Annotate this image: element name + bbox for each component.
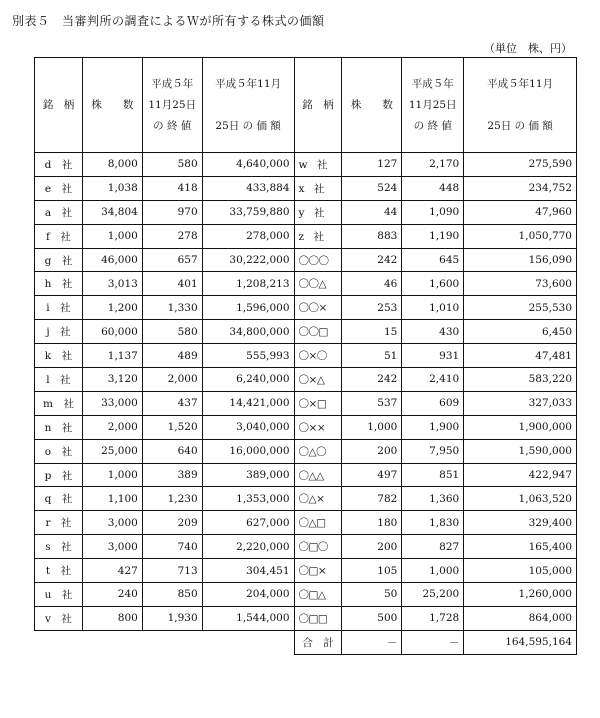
header-close-line2: 11月25日 <box>148 98 197 111</box>
value-cell: 627,000 <box>202 511 294 535</box>
shares-cell: 1,038 <box>82 176 142 200</box>
total-label: 合 計 <box>294 630 342 654</box>
header-value-left <box>202 58 294 153</box>
closing-price-cell: 1,330 <box>142 296 202 320</box>
value-cell: 329,400 <box>464 511 577 535</box>
header-close-left <box>142 58 202 153</box>
company-name-cell: s 社 <box>35 535 83 559</box>
company-name-cell: h 社 <box>35 272 83 296</box>
company-name-cell: 〇△× <box>294 487 342 511</box>
table-row <box>35 535 577 559</box>
table-row <box>35 153 577 177</box>
header-value-right <box>464 58 577 153</box>
value-cell: 1,208,213 <box>202 272 294 296</box>
value-cell: 234,752 <box>464 176 577 200</box>
closing-price-cell: 7,950 <box>402 439 464 463</box>
value-cell: 204,000 <box>202 583 294 607</box>
closing-price-cell: 1,190 <box>402 224 464 248</box>
company-name-cell: 〇×□ <box>294 391 342 415</box>
header-value-line1: 平成５年11月 <box>487 77 554 90</box>
stock-value-table <box>34 57 577 655</box>
table-row <box>35 487 577 511</box>
table-row <box>35 559 577 583</box>
company-name-cell: 〇×〇 <box>294 344 342 368</box>
closing-price-cell: 1,900 <box>402 415 464 439</box>
shares-cell: 242 <box>342 368 402 392</box>
company-name-cell: x 社 <box>294 176 342 200</box>
header-close-line1: 平成５年 <box>411 77 454 90</box>
company-name-cell: d 社 <box>35 153 83 177</box>
closing-price-cell: 609 <box>402 391 464 415</box>
company-name-cell: u 社 <box>35 583 83 607</box>
value-cell: 105,000 <box>464 559 577 583</box>
shares-cell: 3,000 <box>82 535 142 559</box>
company-name-cell: p 社 <box>35 463 83 487</box>
shares-cell: 15 <box>342 320 402 344</box>
company-name-cell: 〇△□ <box>294 511 342 535</box>
company-name-cell: 〇△△ <box>294 463 342 487</box>
value-cell: 422,947 <box>464 463 577 487</box>
shares-cell: 60,000 <box>82 320 142 344</box>
shares-cell: 537 <box>342 391 402 415</box>
company-name-cell: w 社 <box>294 153 342 177</box>
value-cell: 1,050,770 <box>464 224 577 248</box>
table-row <box>35 200 577 224</box>
company-name-cell: y 社 <box>294 200 342 224</box>
shares-cell: 2,000 <box>82 415 142 439</box>
value-cell: 156,090 <box>464 248 577 272</box>
value-cell: 1,544,000 <box>202 606 294 630</box>
shares-cell: 1,100 <box>82 487 142 511</box>
company-name-cell: r 社 <box>35 511 83 535</box>
closing-price-cell: 437 <box>142 391 202 415</box>
company-name-cell: f 社 <box>35 224 83 248</box>
shares-cell: 497 <box>342 463 402 487</box>
header-value-line2: 25日 の 価 額 <box>487 120 553 132</box>
shares-cell: 1,000 <box>82 463 142 487</box>
closing-price-cell: 1,600 <box>402 272 464 296</box>
closing-price-cell: 25,200 <box>402 583 464 607</box>
shares-cell: 25,000 <box>82 439 142 463</box>
shares-cell: 44 <box>342 200 402 224</box>
value-cell: 1,596,000 <box>202 296 294 320</box>
closing-price-cell: 209 <box>142 511 202 535</box>
header-row <box>35 58 577 153</box>
table-row <box>35 296 577 320</box>
table-row <box>35 272 577 296</box>
header-value-line1: 平成５年11月 <box>215 77 282 90</box>
table-row <box>35 248 577 272</box>
header-close-line1: 平成５年 <box>151 77 194 90</box>
shares-cell: 242 <box>342 248 402 272</box>
shares-cell: 33,000 <box>82 391 142 415</box>
header-close-line2: 11月25日 <box>408 98 457 111</box>
closing-price-cell: 448 <box>402 176 464 200</box>
closing-price-cell: 2,170 <box>402 153 464 177</box>
closing-price-cell: 2,410 <box>402 368 464 392</box>
closing-price-cell: 931 <box>402 344 464 368</box>
shares-cell: 1,000 <box>82 224 142 248</box>
value-cell: 47,960 <box>464 200 577 224</box>
closing-price-cell: 1,000 <box>402 559 464 583</box>
table-row <box>35 176 577 200</box>
header-close-line3: の 終 値 <box>153 120 192 133</box>
shares-cell: 240 <box>82 583 142 607</box>
header-name-left: 銘 柄 <box>35 58 83 153</box>
company-name-cell: 〇〇△ <box>294 272 342 296</box>
closing-price-cell: 430 <box>402 320 464 344</box>
closing-price-cell: 1,930 <box>142 606 202 630</box>
company-name-cell: 〇△〇 <box>294 439 342 463</box>
company-name-cell: k 社 <box>35 344 83 368</box>
value-cell: 1,900,000 <box>464 415 577 439</box>
company-name-cell: q 社 <box>35 487 83 511</box>
company-name-cell: j 社 <box>35 320 83 344</box>
shares-cell: 127 <box>342 153 402 177</box>
value-cell: 30,222,000 <box>202 248 294 272</box>
total-value: 164,595,164 <box>464 630 577 654</box>
closing-price-cell: 1,830 <box>402 511 464 535</box>
value-cell: 73,600 <box>464 272 577 296</box>
value-cell: 1,260,000 <box>464 583 577 607</box>
company-name-cell: 〇□〇 <box>294 535 342 559</box>
company-name-cell: 〇□□ <box>294 606 342 630</box>
table-row <box>35 463 577 487</box>
closing-price-cell: 401 <box>142 272 202 296</box>
closing-price-cell: 640 <box>142 439 202 463</box>
closing-price-cell: 1,010 <box>402 296 464 320</box>
value-cell: 47,481 <box>464 344 577 368</box>
closing-price-cell: 1,230 <box>142 487 202 511</box>
closing-price-cell: 851 <box>402 463 464 487</box>
value-cell: 1,353,000 <box>202 487 294 511</box>
closing-price-cell: 827 <box>402 535 464 559</box>
value-cell: 16,000,000 <box>202 439 294 463</box>
value-cell: 433,884 <box>202 176 294 200</box>
header-shares-left: 株 数 <box>82 58 142 153</box>
closing-price-cell: 489 <box>142 344 202 368</box>
value-cell: 583,220 <box>464 368 577 392</box>
value-cell: 275,590 <box>464 153 577 177</box>
shares-cell: 105 <box>342 559 402 583</box>
total-row <box>35 630 577 654</box>
shares-cell: 500 <box>342 606 402 630</box>
table-row <box>35 583 577 607</box>
header-shares-right: 株 数 <box>342 58 402 153</box>
closing-price-cell: 580 <box>142 153 202 177</box>
table-row <box>35 391 577 415</box>
value-cell: 278,000 <box>202 224 294 248</box>
company-name-cell: l 社 <box>35 368 83 392</box>
company-name-cell: z 社 <box>294 224 342 248</box>
value-cell: 1,590,000 <box>464 439 577 463</box>
closing-price-cell: 1,360 <box>402 487 464 511</box>
value-cell: 864,000 <box>464 606 577 630</box>
closing-price-cell: 850 <box>142 583 202 607</box>
table-row <box>35 344 577 368</box>
table-row <box>35 606 577 630</box>
table-row <box>35 439 577 463</box>
header-close-line3: の 終 値 <box>413 120 452 133</box>
value-cell: 3,040,000 <box>202 415 294 439</box>
shares-cell: 1,000 <box>342 415 402 439</box>
closing-price-cell: 1,090 <box>402 200 464 224</box>
shares-cell: 253 <box>342 296 402 320</box>
company-name-cell: 〇〇〇 <box>294 248 342 272</box>
value-cell: 34,800,000 <box>202 320 294 344</box>
value-cell: 33,759,880 <box>202 200 294 224</box>
shares-cell: 800 <box>82 606 142 630</box>
shares-cell: 427 <box>82 559 142 583</box>
total-closing-price: － <box>402 630 464 654</box>
value-cell: 6,240,000 <box>202 368 294 392</box>
closing-price-cell: 580 <box>142 320 202 344</box>
company-name-cell: a 社 <box>35 200 83 224</box>
shares-cell: 1,137 <box>82 344 142 368</box>
table-row <box>35 415 577 439</box>
shares-cell: 200 <box>342 439 402 463</box>
company-name-cell: 〇□× <box>294 559 342 583</box>
shares-cell: 46,000 <box>82 248 142 272</box>
closing-price-cell: 970 <box>142 200 202 224</box>
value-cell: 14,421,000 <box>202 391 294 415</box>
value-cell: 1,063,520 <box>464 487 577 511</box>
company-name-cell: t 社 <box>35 559 83 583</box>
company-name-cell: 〇□△ <box>294 583 342 607</box>
table-body <box>35 153 577 655</box>
value-cell: 255,530 <box>464 296 577 320</box>
table-row <box>35 368 577 392</box>
company-name-cell: 〇×× <box>294 415 342 439</box>
shares-cell: 46 <box>342 272 402 296</box>
company-name-cell: 〇×△ <box>294 368 342 392</box>
company-name-cell: n 社 <box>35 415 83 439</box>
shares-cell: 34,804 <box>82 200 142 224</box>
header-value-line2: 25日 の 価 額 <box>215 120 281 132</box>
document-title: 別表５ 当審判所の調査によるＷが所有する株式の価額 <box>12 14 325 28</box>
shares-cell: 782 <box>342 487 402 511</box>
company-name-cell: o 社 <box>35 439 83 463</box>
shares-cell: 3,000 <box>82 511 142 535</box>
closing-price-cell: 1,728 <box>402 606 464 630</box>
shares-cell: 180 <box>342 511 402 535</box>
value-cell: 165,400 <box>464 535 577 559</box>
table-row <box>35 511 577 535</box>
value-cell: 2,220,000 <box>202 535 294 559</box>
closing-price-cell: 713 <box>142 559 202 583</box>
shares-cell: 524 <box>342 176 402 200</box>
shares-cell: 3,120 <box>82 368 142 392</box>
company-name-cell: e 社 <box>35 176 83 200</box>
closing-price-cell: 278 <box>142 224 202 248</box>
shares-cell: 883 <box>342 224 402 248</box>
company-name-cell: 〇〇× <box>294 296 342 320</box>
closing-price-cell: 740 <box>142 535 202 559</box>
value-cell: 6,450 <box>464 320 577 344</box>
value-cell: 4,640,000 <box>202 153 294 177</box>
shares-cell: 8,000 <box>82 153 142 177</box>
value-cell: 327,033 <box>464 391 577 415</box>
shares-cell: 51 <box>342 344 402 368</box>
company-name-cell: v 社 <box>35 606 83 630</box>
total-row-spacer <box>35 630 295 654</box>
table-row <box>35 320 577 344</box>
header-name-right: 銘 柄 <box>294 58 342 153</box>
value-cell: 304,451 <box>202 559 294 583</box>
shares-cell: 1,200 <box>82 296 142 320</box>
closing-price-cell: 389 <box>142 463 202 487</box>
value-cell: 389,000 <box>202 463 294 487</box>
value-cell: 555,993 <box>202 344 294 368</box>
closing-price-cell: 418 <box>142 176 202 200</box>
company-name-cell: 〇〇□ <box>294 320 342 344</box>
closing-price-cell: 1,520 <box>142 415 202 439</box>
table-row <box>35 224 577 248</box>
unit-note: （単位 株、円） <box>484 42 572 55</box>
shares-cell: 50 <box>342 583 402 607</box>
closing-price-cell: 2,000 <box>142 368 202 392</box>
total-shares: － <box>342 630 402 654</box>
shares-cell: 3,013 <box>82 272 142 296</box>
closing-price-cell: 645 <box>402 248 464 272</box>
shares-cell: 200 <box>342 535 402 559</box>
company-name-cell: i 社 <box>35 296 83 320</box>
company-name-cell: g 社 <box>35 248 83 272</box>
closing-price-cell: 657 <box>142 248 202 272</box>
company-name-cell: m 社 <box>35 391 83 415</box>
header-close-right <box>402 58 464 153</box>
